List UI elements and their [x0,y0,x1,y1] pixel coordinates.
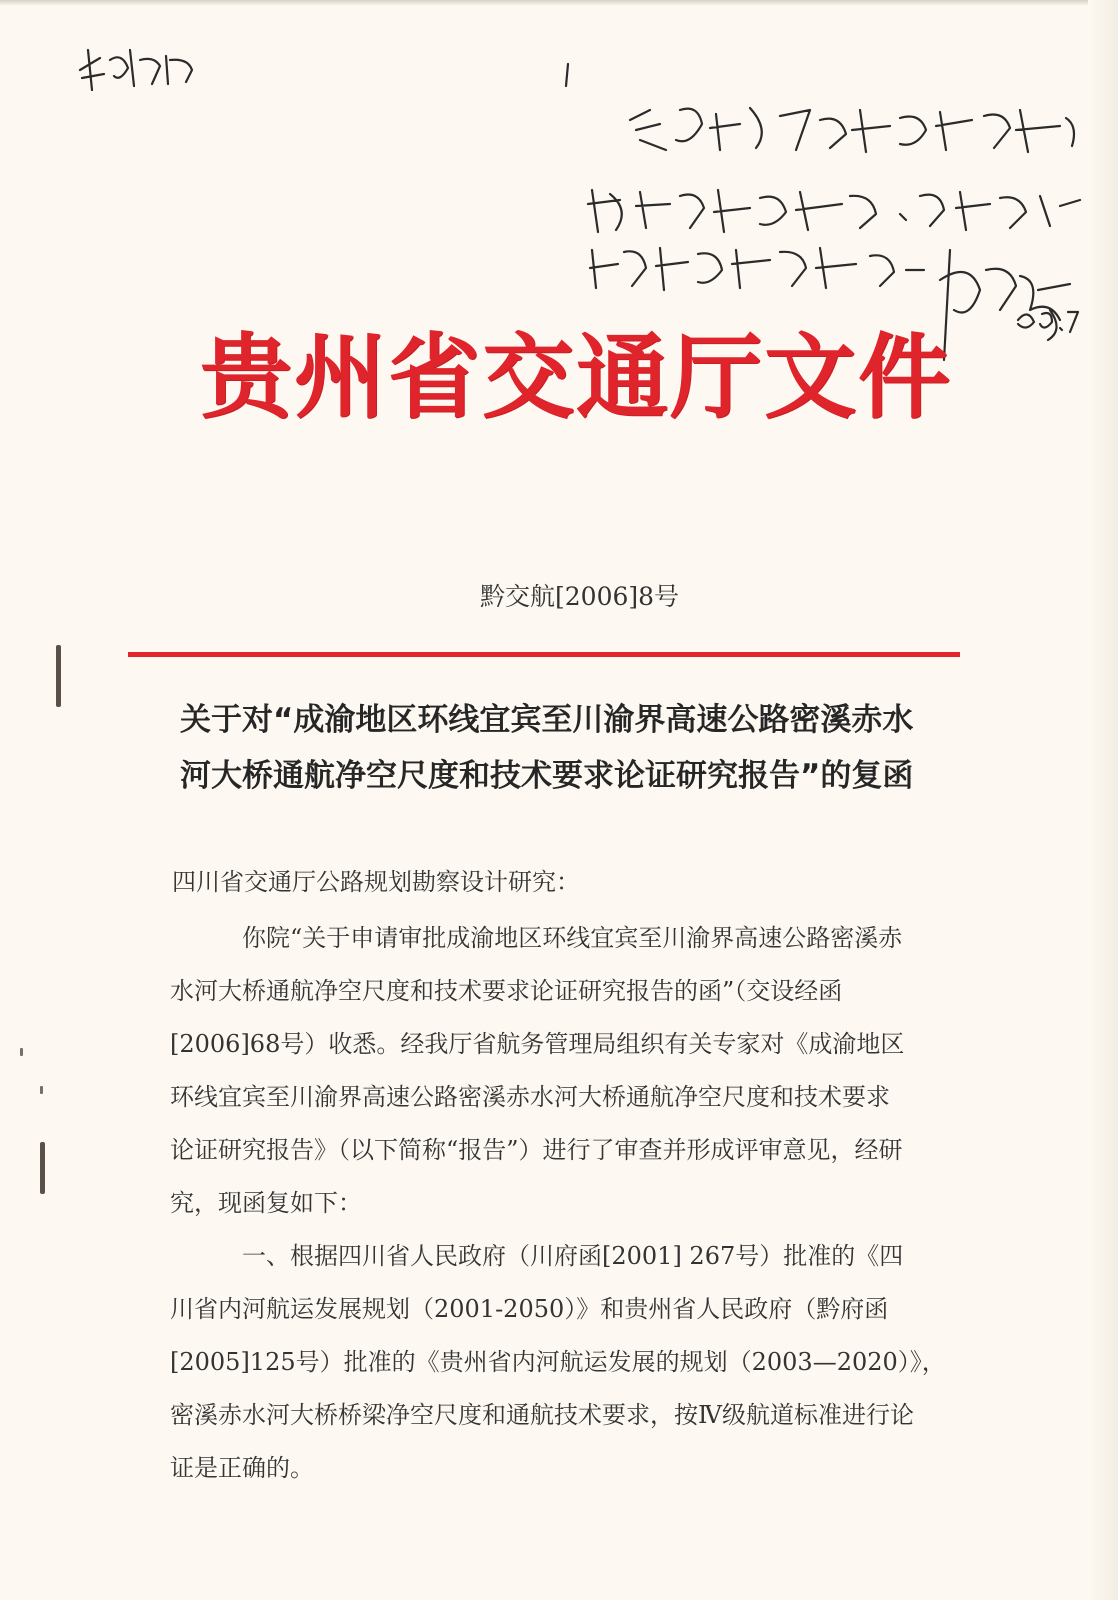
body-line: 一、根据四川省人民政府（川府函[2001] 267号）批准的《四 [242,1242,904,1270]
handwritten-tick-mark [558,60,578,90]
body-line: 密溪赤水河大桥桥梁净空尺度和通航技术要求，按Ⅳ级航道标准进行论 [170,1401,914,1429]
reply-title-line: 河大桥通航净空尺度和技术要求论证研究报告”的复函 [180,758,914,794]
document-body [170,912,1020,1495]
body-line: 环线宜宾至川渝界高速公路密溪赤水河大桥通航净空尺度和技术要求 [170,1083,890,1111]
body-line: 川省内河航运发展规划（2001-2050）》和贵州省人民政府（黔府函 [170,1295,889,1323]
addressee: 四川省交通厅公路规划勘察设计研究： [172,868,580,896]
binding-mark-bottom [40,1142,45,1194]
scan-spot [40,1086,43,1094]
binding-mark-top [56,645,61,707]
handwritten-corner-note [70,30,210,100]
scan-spot [20,1048,23,1056]
reply-title [180,692,1030,804]
scan-edge-right [1088,0,1118,1600]
body-line: [2006]68号）收悉。经我厅省航务管理局组织有关专家对《成渝地区 [170,1030,905,1058]
handwritten-note-line-1 [620,90,1090,160]
red-divider-line [128,652,960,657]
body-line: 究，现函复如下： [170,1189,362,1217]
handwritten-note-line-3 [580,228,940,298]
document-header-title: 贵州省交通厅文件 [200,324,953,431]
body-line: 你院“关于申请审批成渝地区环线宜宾至川渝界高速公路密溪赤 [242,924,903,952]
body-line: 水河大桥通航净空尺度和技术要求论证研究报告的函”（交设经函 [170,977,843,1005]
body-line: 论证研究报告》（以下简称“报告”）进行了审查并形成评审意见，经研 [170,1136,903,1164]
handwritten-date [1010,300,1090,340]
reply-title-line: 关于对“成渝地区环线宜宾至川渝界高速公路密溪赤水 [180,702,914,738]
body-line: [2005]125号）批准的《贵州省内河航运发展的规划（2003—2020）》， [170,1348,946,1376]
scan-edge-top [0,0,1118,6]
document-number: 黔交航[2006]8号 [480,582,680,611]
body-line: 证是正确的。 [170,1454,314,1482]
